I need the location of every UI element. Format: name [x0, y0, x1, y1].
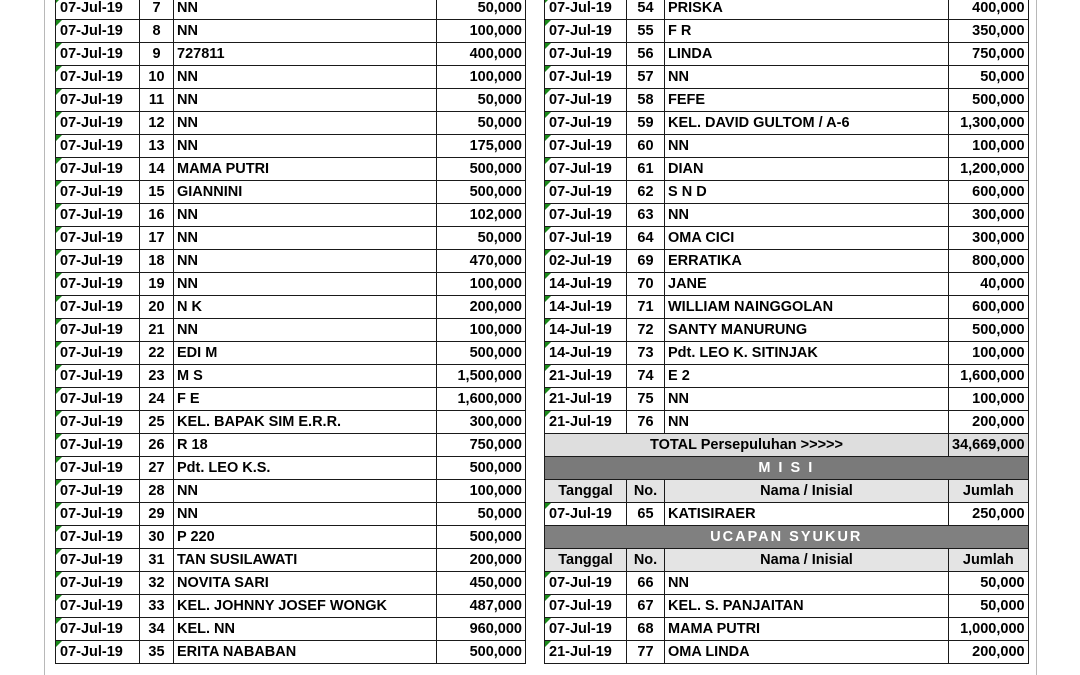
- date-cell: 07-Jul-19: [56, 503, 140, 526]
- table-row: [56, 89, 526, 112]
- number-cell: 9: [140, 43, 174, 66]
- name-cell: NN: [665, 135, 949, 158]
- number-cell: 24: [140, 388, 174, 411]
- amount-cell: 200,000: [437, 296, 526, 319]
- number-cell: 30: [140, 526, 174, 549]
- name-cell: OMA LINDA: [665, 641, 949, 664]
- number-cell: 56: [627, 43, 665, 66]
- amount-cell: 1,600,000: [949, 365, 1029, 388]
- total-row: [545, 434, 1029, 457]
- date-cell: 14-Jul-19: [545, 319, 627, 342]
- page-border-left: [44, 0, 45, 675]
- name-cell: NN: [174, 480, 437, 503]
- amount-cell: 500,000: [949, 319, 1029, 342]
- name-cell: KEL. JOHNNY JOSEF WONGK: [174, 595, 437, 618]
- left-offering-table: [55, 0, 526, 664]
- amount-cell: 100,000: [949, 388, 1029, 411]
- date-cell: 07-Jul-19: [545, 181, 627, 204]
- name-cell: Pdt. LEO K.S.: [174, 457, 437, 480]
- name-cell: F R: [665, 20, 949, 43]
- number-cell: 70: [627, 273, 665, 296]
- name-cell: KEL. NN: [174, 618, 437, 641]
- amount-cell: 300,000: [949, 227, 1029, 250]
- date-cell: 07-Jul-19: [56, 549, 140, 572]
- header-name: Nama / Inisial: [665, 549, 949, 572]
- name-cell: MAMA PUTRI: [665, 618, 949, 641]
- name-cell: F E: [174, 388, 437, 411]
- name-cell: ERRATIKA: [665, 250, 949, 273]
- number-cell: 23: [140, 365, 174, 388]
- ucapan-syukur-row: [545, 572, 1029, 595]
- date-cell: 07-Jul-19: [56, 273, 140, 296]
- number-cell: 19: [140, 273, 174, 296]
- table-row: [56, 273, 526, 296]
- amount-cell: 1,200,000: [949, 158, 1029, 181]
- number-cell: 75: [627, 388, 665, 411]
- number-cell: 74: [627, 365, 665, 388]
- table-row: [56, 503, 526, 526]
- table-row: [545, 273, 1029, 296]
- number-cell: 13: [140, 135, 174, 158]
- table-row: [56, 342, 526, 365]
- table-row: [545, 296, 1029, 319]
- date-cell: 07-Jul-19: [56, 0, 140, 20]
- table-row: [56, 526, 526, 549]
- number-cell: 77: [627, 641, 665, 664]
- name-cell: NN: [174, 66, 437, 89]
- table-row: [56, 0, 526, 20]
- table-row: [56, 365, 526, 388]
- name-cell: WILLIAM NAINGGOLAN: [665, 296, 949, 319]
- name-cell: LINDA: [665, 43, 949, 66]
- date-cell: 21-Jul-19: [545, 365, 627, 388]
- misi-row: [545, 503, 1029, 526]
- table-row: [56, 618, 526, 641]
- number-cell: 54: [627, 0, 665, 20]
- table-row: [56, 572, 526, 595]
- ucapan-syukur-row: [545, 595, 1029, 618]
- name-cell: NN: [174, 227, 437, 250]
- amount-cell: 500,000: [437, 526, 526, 549]
- total-amount: 34,669,000: [949, 434, 1029, 457]
- date-cell: 21-Jul-19: [545, 411, 627, 434]
- name-cell: N K: [174, 296, 437, 319]
- table-row: [56, 388, 526, 411]
- date-cell: 07-Jul-19: [56, 89, 140, 112]
- name-cell: OMA CICI: [665, 227, 949, 250]
- table-row: [56, 112, 526, 135]
- name-cell: MAMA PUTRI: [174, 158, 437, 181]
- amount-cell: 175,000: [437, 135, 526, 158]
- name-cell: P 220: [174, 526, 437, 549]
- table-row: [545, 135, 1029, 158]
- table-row: [545, 411, 1029, 434]
- name-cell: NN: [174, 20, 437, 43]
- number-cell: 12: [140, 112, 174, 135]
- number-cell: 20: [140, 296, 174, 319]
- date-cell: 07-Jul-19: [56, 135, 140, 158]
- amount-cell: 100,000: [437, 20, 526, 43]
- table-row: [56, 227, 526, 250]
- amount-cell: 1,300,000: [949, 112, 1029, 135]
- header-amount: Jumlah: [949, 549, 1029, 572]
- number-cell: 16: [140, 204, 174, 227]
- amount-cell: 500,000: [949, 89, 1029, 112]
- header-amount: Jumlah: [949, 480, 1029, 503]
- table-row: [545, 0, 1029, 20]
- page-border-right: [1036, 0, 1037, 675]
- date-cell: 14-Jul-19: [545, 342, 627, 365]
- name-cell: NN: [174, 112, 437, 135]
- amount-cell: 50,000: [437, 112, 526, 135]
- name-cell: KEL. BAPAK SIM E.R.R.: [174, 411, 437, 434]
- number-cell: 60: [627, 135, 665, 158]
- amount-cell: 400,000: [437, 43, 526, 66]
- amount-cell: 1,600,000: [437, 388, 526, 411]
- date-cell: 07-Jul-19: [545, 227, 627, 250]
- table-row: [545, 204, 1029, 227]
- date-cell: 07-Jul-19: [545, 89, 627, 112]
- date-cell: 07-Jul-19: [56, 250, 140, 273]
- name-cell: DIAN: [665, 158, 949, 181]
- date-cell: 14-Jul-19: [545, 296, 627, 319]
- table-row: [545, 181, 1029, 204]
- date-cell: 07-Jul-19: [56, 43, 140, 66]
- amount-cell: 960,000: [437, 618, 526, 641]
- date-cell: 07-Jul-19: [56, 618, 140, 641]
- amount-cell: 50,000: [949, 66, 1029, 89]
- amount-cell: 600,000: [949, 296, 1029, 319]
- number-cell: 28: [140, 480, 174, 503]
- name-cell: M S: [174, 365, 437, 388]
- number-cell: 57: [627, 66, 665, 89]
- number-cell: 18: [140, 250, 174, 273]
- name-cell: NN: [665, 411, 949, 434]
- ucapan-syukur-row: [545, 641, 1029, 664]
- table-row: [56, 434, 526, 457]
- table-row: [545, 227, 1029, 250]
- table-row: [545, 20, 1029, 43]
- amount-cell: 400,000: [949, 0, 1029, 20]
- amount-cell: 100,000: [437, 319, 526, 342]
- table-row: [545, 43, 1029, 66]
- name-cell: SANTY MANURUNG: [665, 319, 949, 342]
- amount-cell: 50,000: [949, 595, 1029, 618]
- date-cell: 07-Jul-19: [56, 296, 140, 319]
- amount-cell: 500,000: [437, 181, 526, 204]
- number-cell: 55: [627, 20, 665, 43]
- table-row: [545, 66, 1029, 89]
- amount-cell: 750,000: [437, 434, 526, 457]
- name-cell: NN: [174, 89, 437, 112]
- name-cell: NN: [174, 204, 437, 227]
- date-cell: 07-Jul-19: [56, 572, 140, 595]
- table-row: [56, 457, 526, 480]
- date-cell: 07-Jul-19: [56, 434, 140, 457]
- date-cell: 07-Jul-19: [545, 503, 627, 526]
- date-cell: 07-Jul-19: [545, 66, 627, 89]
- misi-section-header: [545, 457, 1029, 480]
- name-cell: ERITA NABABAN: [174, 641, 437, 664]
- name-cell: NN: [174, 319, 437, 342]
- name-cell: JANE: [665, 273, 949, 296]
- number-cell: 66: [627, 572, 665, 595]
- amount-cell: 200,000: [949, 411, 1029, 434]
- header-no: No.: [627, 480, 665, 503]
- amount-cell: 50,000: [437, 503, 526, 526]
- table-row: [56, 480, 526, 503]
- table-row: [56, 319, 526, 342]
- name-cell: 727811: [174, 43, 437, 66]
- amount-cell: 300,000: [437, 411, 526, 434]
- table-row: [545, 112, 1029, 135]
- date-cell: 07-Jul-19: [56, 595, 140, 618]
- name-cell: KEL. DAVID GULTOM / A-6: [665, 112, 949, 135]
- name-cell: NN: [174, 503, 437, 526]
- number-cell: 8: [140, 20, 174, 43]
- right-offering-table: [544, 0, 1029, 664]
- number-cell: 65: [627, 503, 665, 526]
- date-cell: 07-Jul-19: [545, 204, 627, 227]
- misi-column-headers: [545, 480, 1029, 503]
- number-cell: 35: [140, 641, 174, 664]
- date-cell: 07-Jul-19: [545, 158, 627, 181]
- number-cell: 17: [140, 227, 174, 250]
- name-cell: R 18: [174, 434, 437, 457]
- date-cell: 07-Jul-19: [545, 43, 627, 66]
- table-row: [56, 595, 526, 618]
- amount-cell: 50,000: [949, 572, 1029, 595]
- amount-cell: 500,000: [437, 342, 526, 365]
- total-label: TOTAL Persepuluhan >>>>>: [545, 434, 949, 457]
- header-date: Tanggal: [545, 480, 627, 503]
- number-cell: 31: [140, 549, 174, 572]
- date-cell: 07-Jul-19: [56, 365, 140, 388]
- amount-cell: 1,000,000: [949, 618, 1029, 641]
- amount-cell: 40,000: [949, 273, 1029, 296]
- name-cell: EDI M: [174, 342, 437, 365]
- date-cell: 07-Jul-19: [56, 204, 140, 227]
- date-cell: 07-Jul-19: [56, 20, 140, 43]
- number-cell: 29: [140, 503, 174, 526]
- number-cell: 21: [140, 319, 174, 342]
- name-cell: GIANNINI: [174, 181, 437, 204]
- amount-cell: 100,000: [437, 66, 526, 89]
- amount-cell: 50,000: [437, 0, 526, 20]
- amount-cell: 200,000: [437, 549, 526, 572]
- amount-cell: 500,000: [437, 158, 526, 181]
- table-row: [56, 250, 526, 273]
- number-cell: 59: [627, 112, 665, 135]
- table-row: [56, 411, 526, 434]
- table-row: [545, 342, 1029, 365]
- name-cell: NN: [174, 273, 437, 296]
- date-cell: 07-Jul-19: [56, 388, 140, 411]
- date-cell: 07-Jul-19: [545, 618, 627, 641]
- amount-cell: 750,000: [949, 43, 1029, 66]
- amount-cell: 100,000: [949, 342, 1029, 365]
- table-row: [56, 296, 526, 319]
- number-cell: 71: [627, 296, 665, 319]
- number-cell: 15: [140, 181, 174, 204]
- amount-cell: 250,000: [949, 503, 1029, 526]
- name-cell: TAN SUSILAWATI: [174, 549, 437, 572]
- date-cell: 07-Jul-19: [545, 112, 627, 135]
- amount-cell: 500,000: [437, 641, 526, 664]
- table-row: [56, 20, 526, 43]
- table-row: [545, 250, 1029, 273]
- amount-cell: 50,000: [437, 227, 526, 250]
- amount-cell: 100,000: [949, 135, 1029, 158]
- number-cell: 58: [627, 89, 665, 112]
- date-cell: 07-Jul-19: [56, 112, 140, 135]
- amount-cell: 350,000: [949, 20, 1029, 43]
- amount-cell: 300,000: [949, 204, 1029, 227]
- number-cell: 62: [627, 181, 665, 204]
- date-cell: 07-Jul-19: [56, 227, 140, 250]
- number-cell: 22: [140, 342, 174, 365]
- name-cell: NN: [665, 572, 949, 595]
- table-row: [56, 43, 526, 66]
- number-cell: 25: [140, 411, 174, 434]
- name-cell: NN: [665, 66, 949, 89]
- name-cell: NN: [174, 0, 437, 20]
- date-cell: 07-Jul-19: [56, 342, 140, 365]
- amount-cell: 600,000: [949, 181, 1029, 204]
- header-name: Nama / Inisial: [665, 480, 949, 503]
- name-cell: KEL. S. PANJAITAN: [665, 595, 949, 618]
- table-row: [545, 158, 1029, 181]
- date-cell: 07-Jul-19: [545, 135, 627, 158]
- name-cell: NN: [174, 135, 437, 158]
- table-row: [56, 641, 526, 664]
- number-cell: 27: [140, 457, 174, 480]
- header-date: Tanggal: [545, 549, 627, 572]
- date-cell: 07-Jul-19: [545, 572, 627, 595]
- table-row: [545, 319, 1029, 342]
- amount-cell: 450,000: [437, 572, 526, 595]
- amount-cell: 487,000: [437, 595, 526, 618]
- date-cell: 14-Jul-19: [545, 273, 627, 296]
- date-cell: 07-Jul-19: [545, 595, 627, 618]
- date-cell: 07-Jul-19: [56, 411, 140, 434]
- name-cell: NN: [174, 250, 437, 273]
- number-cell: 63: [627, 204, 665, 227]
- name-cell: PRISKA: [665, 0, 949, 20]
- amount-cell: 102,000: [437, 204, 526, 227]
- number-cell: 76: [627, 411, 665, 434]
- date-cell: 07-Jul-19: [56, 319, 140, 342]
- amount-cell: 1,500,000: [437, 365, 526, 388]
- table-row: [545, 89, 1029, 112]
- number-cell: 7: [140, 0, 174, 20]
- ucapan-syukur-section-header-title: UCAPAN SYUKUR: [545, 526, 1029, 549]
- amount-cell: 200,000: [949, 641, 1029, 664]
- amount-cell: 100,000: [437, 273, 526, 296]
- name-cell: KATISIRAER: [665, 503, 949, 526]
- table-row: [56, 66, 526, 89]
- date-cell: 07-Jul-19: [56, 526, 140, 549]
- number-cell: 33: [140, 595, 174, 618]
- misi-section-header-title: M I S I: [545, 457, 1029, 480]
- table-row: [545, 388, 1029, 411]
- number-cell: 14: [140, 158, 174, 181]
- number-cell: 11: [140, 89, 174, 112]
- number-cell: 10: [140, 66, 174, 89]
- name-cell: NN: [665, 204, 949, 227]
- amount-cell: 470,000: [437, 250, 526, 273]
- name-cell: Pdt. LEO K. SITINJAK: [665, 342, 949, 365]
- date-cell: 21-Jul-19: [545, 641, 627, 664]
- date-cell: 07-Jul-19: [56, 480, 140, 503]
- amount-cell: 500,000: [437, 457, 526, 480]
- number-cell: 68: [627, 618, 665, 641]
- amount-cell: 100,000: [437, 480, 526, 503]
- date-cell: 07-Jul-19: [56, 66, 140, 89]
- date-cell: 07-Jul-19: [56, 181, 140, 204]
- amount-cell: 50,000: [437, 89, 526, 112]
- name-cell: NN: [665, 388, 949, 411]
- table-row: [56, 158, 526, 181]
- amount-cell: 800,000: [949, 250, 1029, 273]
- date-cell: 07-Jul-19: [56, 457, 140, 480]
- number-cell: 34: [140, 618, 174, 641]
- number-cell: 69: [627, 250, 665, 273]
- number-cell: 26: [140, 434, 174, 457]
- table-row: [56, 181, 526, 204]
- date-cell: 07-Jul-19: [545, 20, 627, 43]
- number-cell: 67: [627, 595, 665, 618]
- table-row: [56, 549, 526, 572]
- number-cell: 72: [627, 319, 665, 342]
- name-cell: S N D: [665, 181, 949, 204]
- ucapan-syukur-section-header: [545, 526, 1029, 549]
- number-cell: 32: [140, 572, 174, 595]
- date-cell: 07-Jul-19: [56, 641, 140, 664]
- date-cell: 07-Jul-19: [56, 158, 140, 181]
- table-row: [545, 365, 1029, 388]
- table-row: [56, 204, 526, 227]
- number-cell: 64: [627, 227, 665, 250]
- ucapan-syukur-column-headers: [545, 549, 1029, 572]
- date-cell: 07-Jul-19: [545, 0, 627, 20]
- table-row: [56, 135, 526, 158]
- header-no: No.: [627, 549, 665, 572]
- date-cell: 02-Jul-19: [545, 250, 627, 273]
- name-cell: FEFE: [665, 89, 949, 112]
- name-cell: E 2: [665, 365, 949, 388]
- number-cell: 73: [627, 342, 665, 365]
- number-cell: 61: [627, 158, 665, 181]
- name-cell: NOVITA SARI: [174, 572, 437, 595]
- date-cell: 21-Jul-19: [545, 388, 627, 411]
- ucapan-syukur-row: [545, 618, 1029, 641]
